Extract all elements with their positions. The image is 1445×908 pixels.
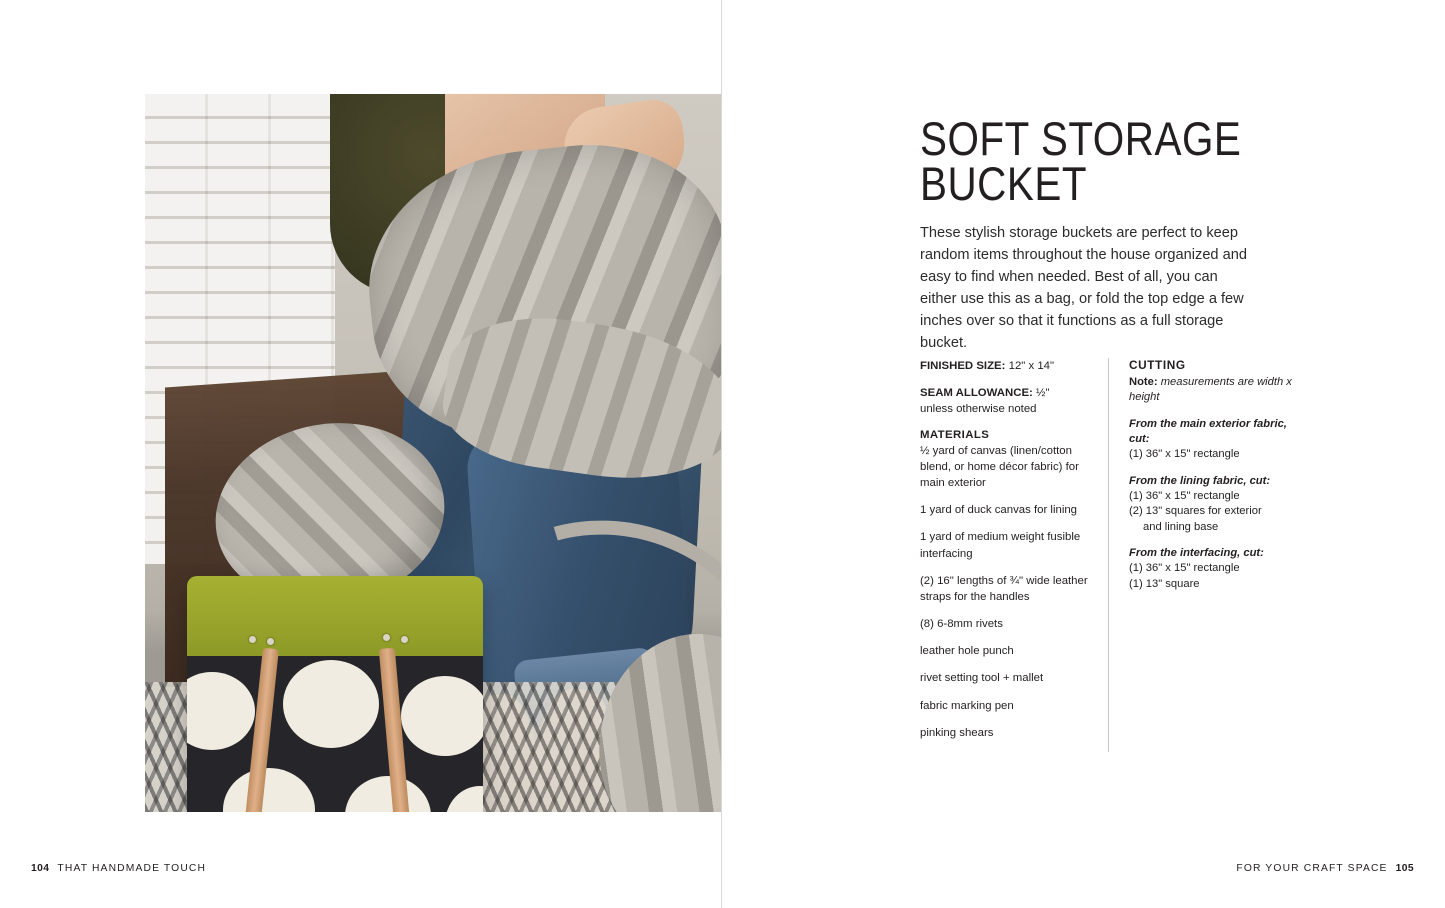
- polka-dot: [345, 776, 431, 812]
- finished-size: [920, 358, 1090, 374]
- material-item: 1 yard of medium weight fusible interfacing: [920, 531, 1081, 560]
- rivet: [383, 634, 390, 641]
- gutter-divider: [721, 0, 722, 908]
- cutting-line: (1) 36" x 15" rectangle: [1129, 490, 1240, 502]
- seam-allowance-label: SEAM ALLOWANCE:: [920, 387, 1033, 400]
- polka-dot: [445, 786, 483, 812]
- cutting-note-label: Note:: [1129, 376, 1158, 388]
- title-line-2: BUCKET: [920, 156, 1088, 210]
- seam-allowance-value: ½": [1036, 387, 1050, 400]
- cutting-group: [1129, 474, 1309, 535]
- polka-dot: [187, 672, 255, 750]
- running-head-left: THAT HANDMADE TOUCH: [57, 863, 207, 874]
- bucket-body: [187, 650, 483, 812]
- material-item: 1 yard of duck canvas for lining: [920, 504, 1078, 517]
- right-page: [722, 0, 1445, 908]
- cutting-group-title: From the lining fabric, cut:: [1129, 474, 1271, 487]
- material-item: rivet setting tool + mallet: [920, 672, 1044, 685]
- cutting-line: (2) 13" squares for exterior: [1129, 505, 1262, 518]
- material-item: leather hole punch: [920, 645, 1014, 658]
- cutting-line: (1) 36" x 15" rectangle: [1129, 448, 1240, 461]
- rivet: [267, 638, 274, 645]
- seam-allowance-note: unless otherwise noted: [920, 403, 1037, 416]
- folio-number-left: 104: [31, 863, 50, 874]
- photo-scene: [145, 94, 722, 812]
- rivet: [249, 636, 256, 643]
- spec-columns: [920, 358, 1320, 752]
- cutting-heading: CUTTING: [1129, 358, 1186, 372]
- rivet: [401, 636, 408, 643]
- seam-allowance: [920, 385, 1090, 417]
- bucket-folded-cuff: [187, 576, 483, 656]
- title-line-1: SOFT STORAGE: [920, 112, 1242, 166]
- right-page-footer: [1236, 863, 1414, 874]
- material-item: (2) 16" lengths of ¾" wide leather straps for the handles: [920, 574, 1088, 603]
- cutting-note: [1129, 375, 1309, 405]
- polka-dot: [223, 768, 315, 812]
- cutting-group-title: From the interfacing, cut:: [1129, 547, 1264, 560]
- materials-column: [920, 358, 1109, 752]
- left-page-footer: [31, 863, 206, 874]
- materials-heading: MATERIALS: [920, 428, 990, 441]
- folio-number-right: 105: [1395, 863, 1414, 874]
- polka-dot: [401, 676, 483, 756]
- cutting-line: and lining base: [1143, 520, 1219, 533]
- page-title: [920, 112, 1281, 210]
- cutting-group: [1129, 546, 1309, 592]
- cutting-note-text: measurements are width x height: [1129, 376, 1292, 404]
- running-head-right: FOR YOUR CRAFT SPACE: [1236, 863, 1388, 874]
- cutting-line: (1) 13" square: [1129, 577, 1200, 590]
- left-page: [0, 0, 722, 908]
- intro-paragraph: These stylish storage buckets are perfect to keep random items throughout the house organized and easy to find when needed. Best of all, you can either use this as a bag, or fold the top edge a few inches over so that it functions as a full storage bucket.: [920, 224, 1247, 352]
- cutting-line: (1) 36" x 15" rectangle: [1129, 562, 1240, 575]
- cutting-group: [1129, 417, 1309, 463]
- finished-size-value: 12" x 14": [1008, 360, 1055, 372]
- material-item: pinking shears: [920, 726, 994, 739]
- cutting-group-title: From the main exterior fabric, cut:: [1129, 418, 1287, 446]
- finished-size-label: FINISHED SIZE:: [920, 360, 1006, 372]
- material-item: ½ yard of canvas (linen/cotton blend, or home décor fabric) for main exterior: [920, 444, 1079, 489]
- material-item: fabric marking pen: [920, 699, 1014, 712]
- soft-storage-bucket: [187, 576, 483, 812]
- material-item: (8) 6-8mm rivets: [920, 618, 1003, 631]
- project-photo: [145, 94, 722, 812]
- cutting-column: [1109, 358, 1309, 752]
- polka-dot: [283, 660, 379, 748]
